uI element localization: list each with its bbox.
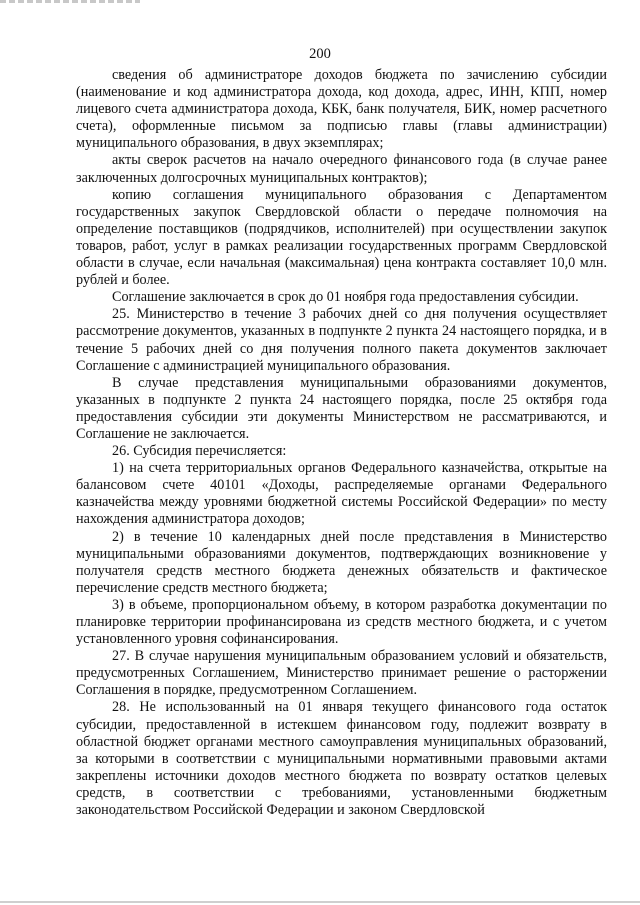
paragraph-item-26-2: 2) в течение 10 календарных дней после представления в Министерство муниципальными образованиями документов, подтверждающих возникновение у получателя средств местного бюджета денежных обязательств и фактическое перечисление средств местного бюджета; [76, 528, 607, 596]
page-number: 200 [309, 46, 331, 62]
scan-artifact-mark [0, 0, 140, 3]
paragraph-reconciliation-acts: акты сверок расчетов на начало очередного финансового года (в случае ранее заключенных долгосрочных муниципальных контрактов); [76, 152, 607, 186]
paragraph-item-26-1: 1) на счета территориальных органов Федерального казначейства, открытые на балансовом счете 40101 «Доходы, распределяемые органами Федерального казначейства между уровнями бюджетной системы Российской Федерации» по месту нахождения администратора доходов; [76, 460, 607, 528]
paragraph-item-28: 28. Не использованный на 01 января текущего финансового года остаток субсидии, предоставленной в истекшем финансовом году, подлежит возврату в областной бюджет органами местного самоуправления муниципальных образований, за которыми в соответствии с муниципальными нормативными правовыми актами закреплены источники доходов местного бюджета по возврату остатков целевых средств, в соответствии с требованиями, установленными бюджетным законодательством Российской Федерации и законом Свердловской [76, 699, 607, 819]
document-body [76, 67, 607, 819]
paragraph-agreement-deadline: Соглашение заключается в срок до 01 ноября года предоставления субсидии. [112, 289, 579, 306]
paragraph-late-submission: В случае представления муниципальными образованиями документов, указанных в подпункте 2 пункта 24 настоящего порядка, после 25 октября года предоставления субсидии эти документы Министерством не рассматриваются, и Соглашение не заключается. [76, 374, 607, 442]
paragraph-item-26-3: 3) в объеме, пропорциональном объему, в котором разработка документации по планировке территории профинансирована из средств местного бюджета, и с учетом установленного уровня софинансирования. [76, 596, 607, 648]
paragraph-administrator-info: сведения об администраторе доходов бюджета по зачислению субсидии (наименование и код администратора дохода, код дохода, адрес, ИНН, КПП, номер лицевого счета администратора дохода, КБК, банк получателя, БИК, номер расчетного счета), оформленные письмом за подписью главы (главы администрации) муниципального образования, в двух экземплярах; [76, 67, 607, 152]
paragraph-item-27: 27. В случае нарушения муниципальным образованием условий и обязательств, предусмотренных Соглашением, Министерство принимает решение о расторжении Соглашения в порядке, предусмотренном Соглашением. [76, 648, 607, 699]
paragraph-agreement-copy: копию соглашения муниципального образования с Департаментом государственных закупок Свердловской области о передаче полномочия на определение поставщиков (подрядчиков, исполнителей) при осуществлении закупок товаров, работ, услуг в рамках реализации государственных программ Свердловской области в случае, если начальная (максимальная) цена контракта составляет 10,0 млн. рублей и более. [76, 186, 607, 289]
scan-bottom-edge [0, 901, 640, 903]
paragraph-item-26: 26. Субсидия перечисляется: [112, 443, 287, 460]
paragraph-item-25: 25. Министерство в течение 3 рабочих дней со дня получения осуществляет рассмотрение документов, указанных в подпункте 2 пункта 24 настоящего порядка, и в течение 5 рабочих дней со дня получения полного пакета документов заключает Соглашение с администрацией муниципального образования. [76, 306, 607, 374]
